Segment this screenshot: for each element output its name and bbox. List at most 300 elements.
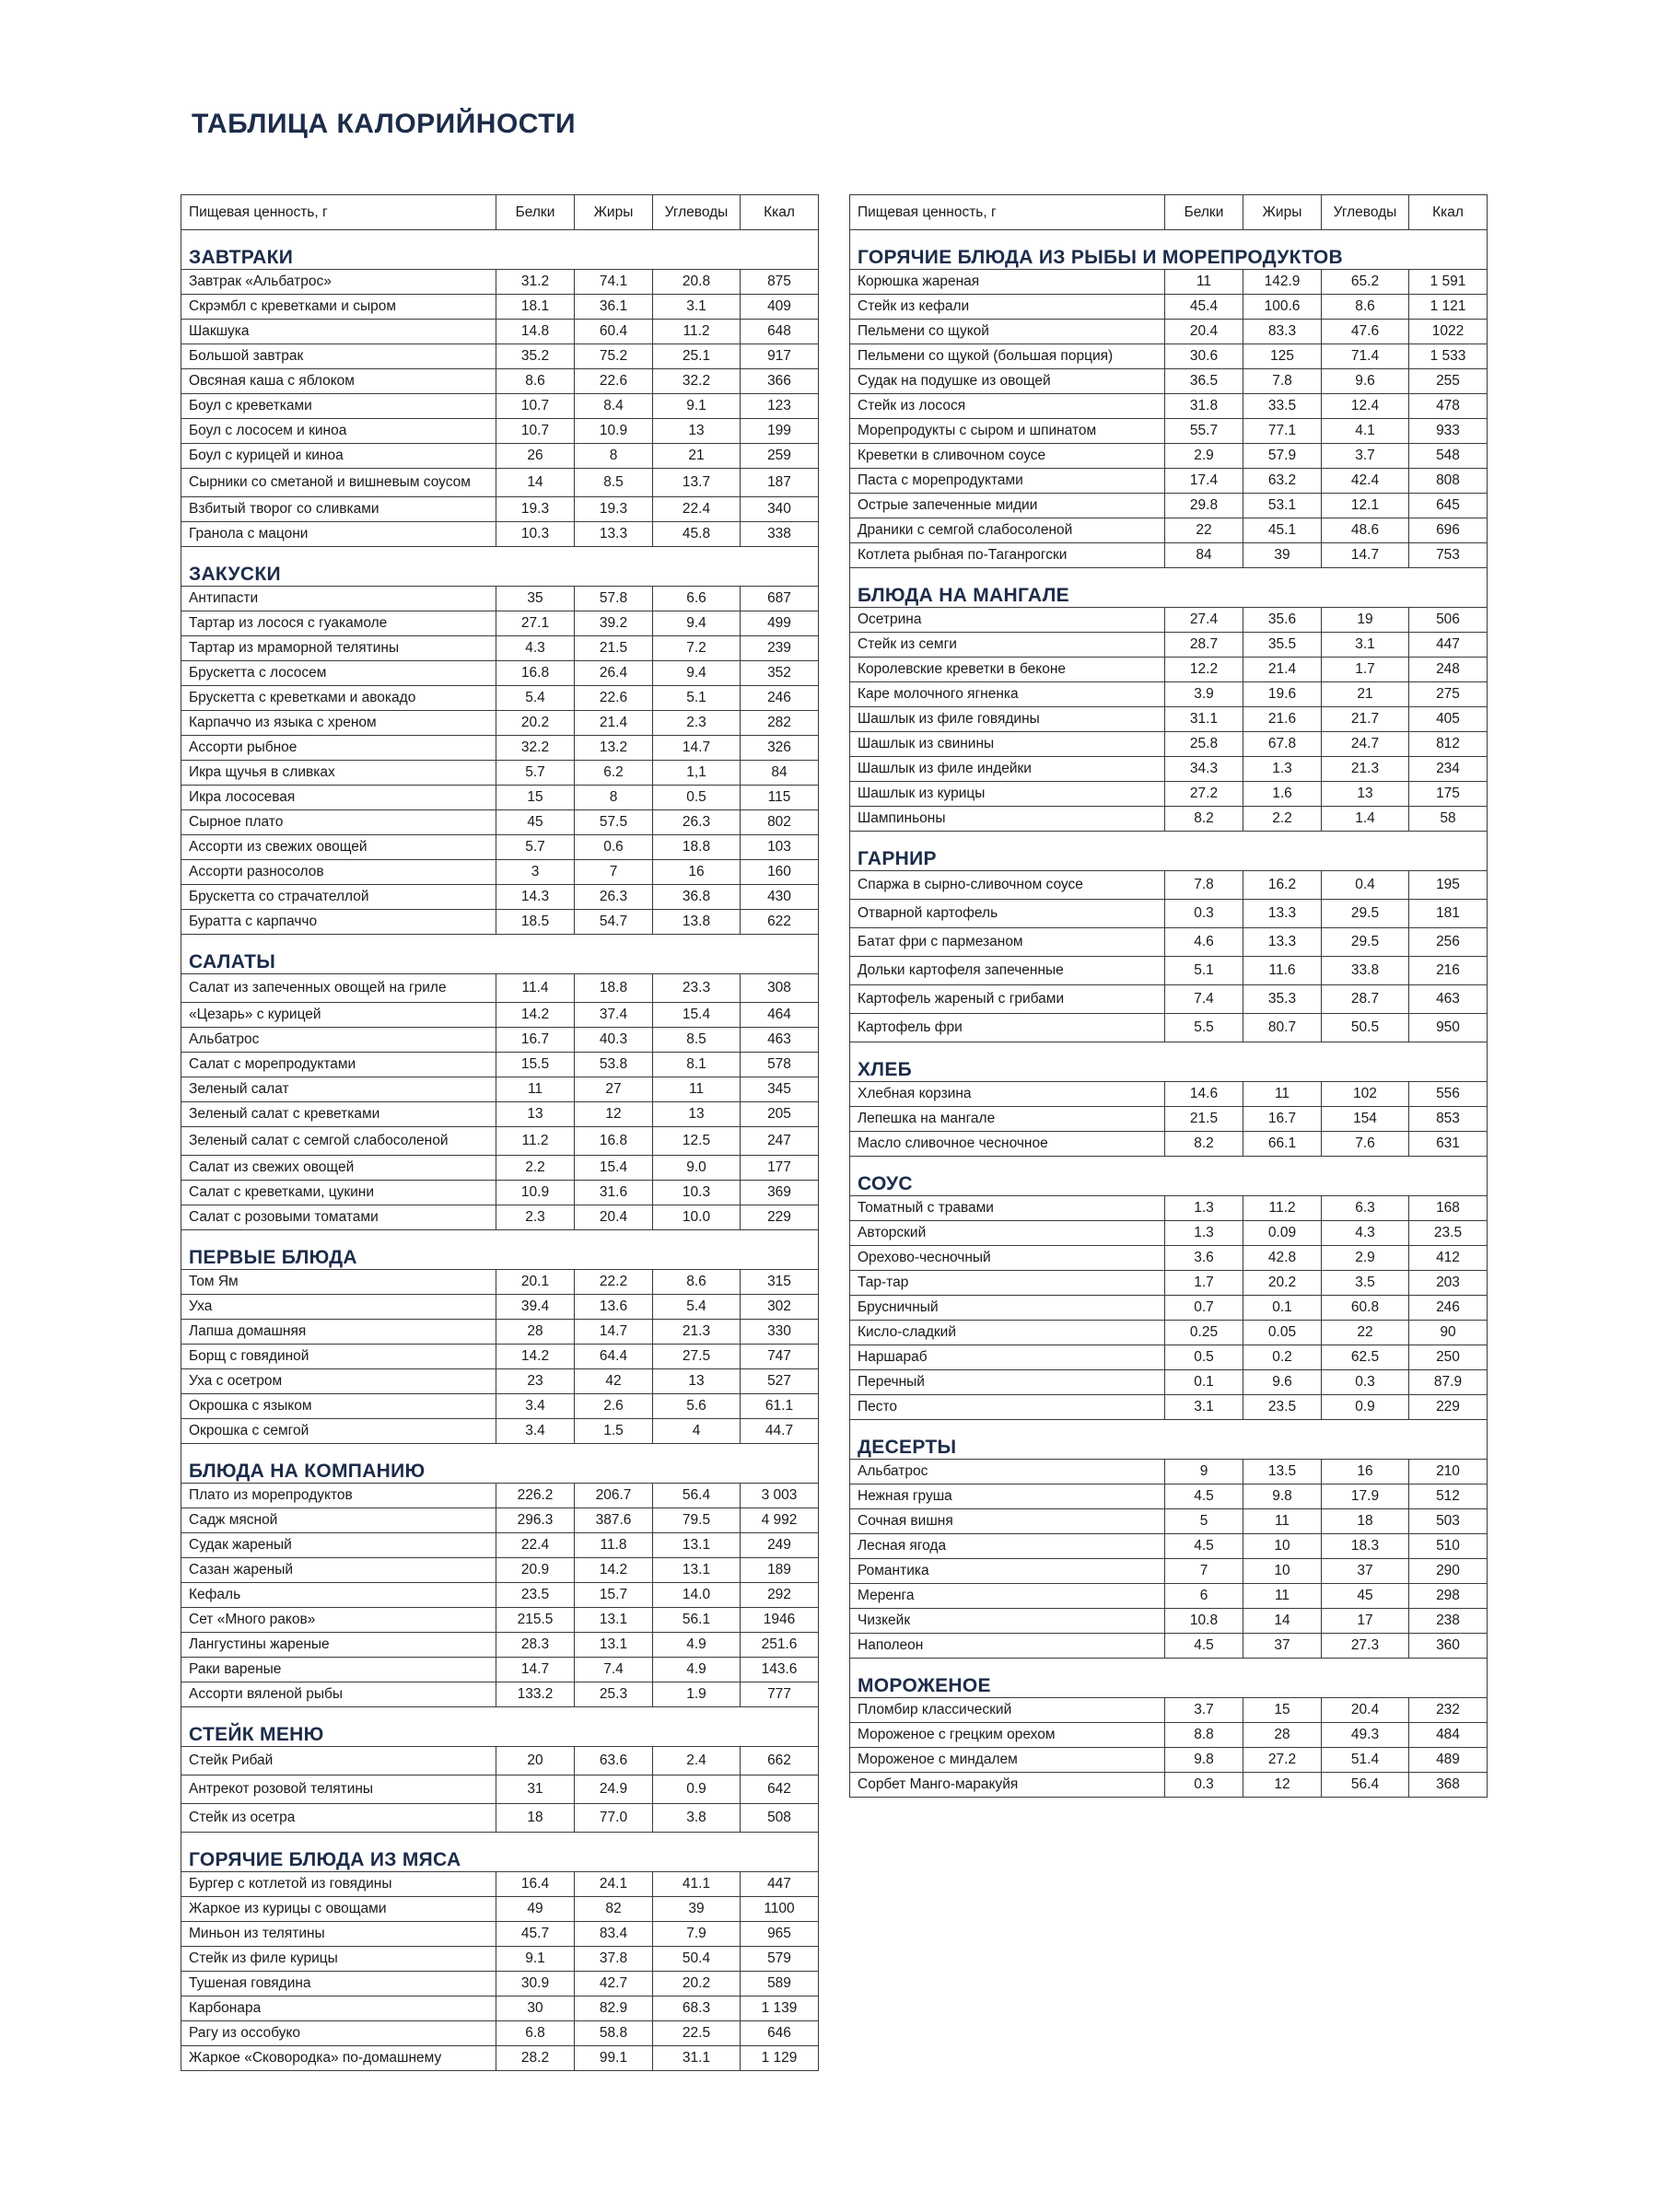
dish-name: Каре молочного ягненка (850, 682, 1165, 707)
kcal-value: 189 (741, 1558, 819, 1583)
table-row (850, 1271, 1488, 1296)
fat-value: 9.8 (1243, 1484, 1322, 1509)
protein-value: 22 (1165, 518, 1243, 543)
kcal-value: 808 (1409, 469, 1488, 494)
protein-value: 31.2 (496, 270, 575, 295)
kcal-value: 315 (741, 1270, 819, 1295)
protein-value: 15 (496, 786, 575, 810)
dish-name: Антипасти (181, 587, 496, 611)
table-row (181, 1508, 819, 1533)
kcal-value: 44.7 (741, 1419, 819, 1444)
table-row (850, 444, 1488, 469)
dish-name: Взбитый творог со сливками (181, 497, 496, 522)
protein-value: 28.2 (496, 2046, 575, 2071)
protein-value: 32.2 (496, 736, 575, 761)
fat-value: 6.2 (575, 761, 653, 786)
fat-value: 13.1 (575, 1608, 653, 1633)
table-row (181, 1897, 819, 1922)
carbs-value: 13.1 (653, 1558, 741, 1583)
protein-value: 84 (1165, 543, 1243, 568)
table-row (181, 711, 819, 736)
dish-name: Брускетта с лососем (181, 661, 496, 686)
table-row (850, 871, 1488, 900)
table-row (181, 344, 819, 369)
dish-name: Шампиньоны (850, 807, 1165, 832)
section-title: ХЛЕБ (850, 1042, 1488, 1082)
protein-value: 3.7 (1165, 1698, 1243, 1723)
dish-name: Икра лососевая (181, 786, 496, 810)
header-protein: Белки (496, 195, 575, 230)
fat-value: 26.4 (575, 661, 653, 686)
carbs-value: 22 (1322, 1321, 1409, 1345)
dish-name: Ассорти вяленой рыбы (181, 1682, 496, 1707)
table-row (850, 1698, 1488, 1723)
kcal-value: 23.5 (1409, 1221, 1488, 1246)
table-row (181, 786, 819, 810)
kcal-value: 503 (1409, 1509, 1488, 1534)
protein-value: 3.4 (496, 1419, 575, 1444)
table-row (181, 394, 819, 419)
protein-value: 29.8 (1165, 494, 1243, 518)
protein-value: 5.4 (496, 686, 575, 711)
carbs-value: 7.6 (1322, 1132, 1409, 1157)
dish-name: Ассорти рыбное (181, 736, 496, 761)
kcal-value: 123 (741, 394, 819, 419)
table-row (850, 320, 1488, 344)
fat-value: 8.5 (575, 469, 653, 497)
fat-value: 21.6 (1243, 707, 1322, 732)
section-title: ГОРЯЧИЕ БЛЮДА ИЗ МЯСА (181, 1833, 819, 1872)
table-row (181, 1053, 819, 1077)
carbs-value: 17 (1322, 1609, 1409, 1634)
dish-name: Брусничный (850, 1296, 1165, 1321)
kcal-value: 1100 (741, 1897, 819, 1922)
fat-value: 8 (575, 444, 653, 469)
section-header (181, 1833, 819, 1872)
table-row (181, 810, 819, 835)
table-row (181, 1633, 819, 1658)
dish-name: Миньон из телятины (181, 1922, 496, 1947)
header-name: Пищевая ценность, г (850, 195, 1165, 230)
kcal-value: 646 (741, 2021, 819, 2046)
carbs-value: 3.5 (1322, 1271, 1409, 1296)
table-row (181, 1295, 819, 1320)
kcal-value: 777 (741, 1682, 819, 1707)
dish-name: Сазан жареный (181, 1558, 496, 1583)
fat-value: 10 (1243, 1534, 1322, 1559)
kcal-value: 430 (741, 885, 819, 910)
carbs-value: 50.5 (1322, 1014, 1409, 1042)
protein-value: 45.7 (496, 1922, 575, 1947)
fat-value: 28 (1243, 1723, 1322, 1748)
table-row (181, 1947, 819, 1972)
fat-value: 12 (1243, 1773, 1322, 1798)
table-row (850, 1246, 1488, 1271)
table-header (850, 195, 1488, 230)
nutrition-table (181, 194, 819, 2071)
carbs-value: 13 (1322, 782, 1409, 807)
fat-value: 20.2 (1243, 1271, 1322, 1296)
dish-name: Карбонара (181, 1997, 496, 2021)
table-row (850, 757, 1488, 782)
fat-value: 26.3 (575, 885, 653, 910)
fat-value: 35.5 (1243, 633, 1322, 658)
table-row (181, 1369, 819, 1394)
dish-name: Авторский (850, 1221, 1165, 1246)
table-row (181, 860, 819, 885)
table-row (850, 1723, 1488, 1748)
protein-value: 3.1 (1165, 1395, 1243, 1420)
dish-name: Наполеон (850, 1634, 1165, 1659)
table-row (850, 707, 1488, 732)
kcal-value: 965 (741, 1922, 819, 1947)
kcal-value: 548 (1409, 444, 1488, 469)
protein-value: 5.1 (1165, 957, 1243, 985)
dish-name: Альбатрос (850, 1460, 1165, 1484)
dish-name: Тушеная говядина (181, 1972, 496, 1997)
carbs-value: 18.8 (653, 835, 741, 860)
table-row (181, 1608, 819, 1633)
kcal-value: 696 (1409, 518, 1488, 543)
carbs-value: 6.6 (653, 587, 741, 611)
protein-value: 9 (1165, 1460, 1243, 1484)
table-row (181, 736, 819, 761)
table-row (181, 270, 819, 295)
protein-value: 0.3 (1165, 1773, 1243, 1798)
dish-name: Лангустины жареные (181, 1633, 496, 1658)
kcal-value: 366 (741, 369, 819, 394)
protein-value: 45 (496, 810, 575, 835)
kcal-value: 205 (741, 1102, 819, 1127)
fat-value: 11.6 (1243, 957, 1322, 985)
carbs-value: 102 (1322, 1082, 1409, 1107)
fat-value: 11 (1243, 1584, 1322, 1609)
dish-name: Бургер с котлетой из говядины (181, 1872, 496, 1897)
section-title: БЛЮДА НА МАНГАЛЕ (850, 568, 1488, 608)
carbs-value: 4.9 (653, 1633, 741, 1658)
kcal-value: 216 (1409, 957, 1488, 985)
table-row (181, 1419, 819, 1444)
protein-value: 5.7 (496, 761, 575, 786)
carbs-value: 20.4 (1322, 1698, 1409, 1723)
dish-name: Сорбет Манго-маракуйя (850, 1773, 1165, 1798)
fat-value: 18.8 (575, 974, 653, 1003)
fat-value: 27.2 (1243, 1748, 1322, 1773)
carbs-value: 9.1 (653, 394, 741, 419)
fat-value: 0.05 (1243, 1321, 1322, 1345)
carbs-value: 27.3 (1322, 1634, 1409, 1659)
fat-value: 33.5 (1243, 394, 1322, 419)
fat-value: 16.7 (1243, 1107, 1322, 1132)
dish-name: Сет «Много раков» (181, 1608, 496, 1633)
header-carbs: Углеводы (653, 195, 741, 230)
table-row (850, 633, 1488, 658)
kcal-value: 853 (1409, 1107, 1488, 1132)
carbs-value: 1.7 (1322, 658, 1409, 682)
dish-name: «Цезарь» с курицей (181, 1003, 496, 1028)
carbs-value: 1.9 (653, 1682, 741, 1707)
kcal-value: 447 (741, 1872, 819, 1897)
table-row (850, 1196, 1488, 1221)
carbs-value: 23.3 (653, 974, 741, 1003)
table-row (850, 985, 1488, 1014)
kcal-value: 290 (1409, 1559, 1488, 1584)
carbs-value: 0.9 (653, 1775, 741, 1804)
fat-value: 23.5 (1243, 1395, 1322, 1420)
dish-name: Острые запеченные мидии (850, 494, 1165, 518)
table-row (181, 1872, 819, 1897)
carbs-value: 6.3 (1322, 1196, 1409, 1221)
protein-value: 14.8 (496, 320, 575, 344)
carbs-value: 22.4 (653, 497, 741, 522)
protein-value: 27.4 (1165, 608, 1243, 633)
table-row (181, 1127, 819, 1156)
protein-value: 3.9 (1165, 682, 1243, 707)
dish-name: Кисло-сладкий (850, 1321, 1165, 1345)
dish-name: Стейк из осетра (181, 1804, 496, 1833)
table-row (181, 522, 819, 547)
protein-value: 20.1 (496, 1270, 575, 1295)
carbs-value: 36.8 (653, 885, 741, 910)
table-row (181, 885, 819, 910)
kcal-value: 875 (741, 270, 819, 295)
carbs-value: 3.1 (653, 295, 741, 320)
dish-name: Зеленый салат (181, 1077, 496, 1102)
table-row (850, 1321, 1488, 1345)
carbs-value: 65.2 (1322, 270, 1409, 295)
fat-value: 7 (575, 860, 653, 885)
fat-value: 82.9 (575, 1997, 653, 2021)
kcal-value: 631 (1409, 1132, 1488, 1157)
kcal-value: 1 591 (1409, 270, 1488, 295)
dish-name: Жаркое из курицы с овощами (181, 1897, 496, 1922)
dish-name: Хлебная корзина (850, 1082, 1165, 1107)
fat-value: 11 (1243, 1509, 1322, 1534)
fat-value: 27 (575, 1077, 653, 1102)
fat-value: 21.4 (1243, 658, 1322, 682)
table-row (850, 682, 1488, 707)
header-name: Пищевая ценность, г (181, 195, 496, 230)
table-row (850, 419, 1488, 444)
kcal-value: 352 (741, 661, 819, 686)
carbs-value: 56.1 (653, 1608, 741, 1633)
dish-name: Масло сливочное чесночное (850, 1132, 1165, 1157)
protein-value: 2.9 (1165, 444, 1243, 469)
kcal-value: 405 (1409, 707, 1488, 732)
dish-name: Мороженое с грецким орехом (850, 1723, 1165, 1748)
table-row (181, 1028, 819, 1053)
table-row (850, 1014, 1488, 1042)
fat-value: 63.6 (575, 1747, 653, 1775)
protein-value: 31.8 (1165, 394, 1243, 419)
protein-value: 8.2 (1165, 807, 1243, 832)
fat-value: 13.1 (575, 1633, 653, 1658)
dish-name: Салат с креветками, цукини (181, 1181, 496, 1205)
carbs-value: 5.6 (653, 1394, 741, 1419)
kcal-value: 326 (741, 736, 819, 761)
section-title: СТЕЙК МЕНЮ (181, 1707, 819, 1747)
dish-name: Нежная груша (850, 1484, 1165, 1509)
fat-value: 37.4 (575, 1003, 653, 1028)
dish-name: Овсяная каша с яблоком (181, 369, 496, 394)
dish-name: Раки вареные (181, 1658, 496, 1682)
section-title: ЗАКУСКИ (181, 547, 819, 587)
carbs-value: 28.7 (1322, 985, 1409, 1014)
carbs-value: 21 (653, 444, 741, 469)
kcal-value: 447 (1409, 633, 1488, 658)
fat-value: 10 (1243, 1559, 1322, 1584)
carbs-value: 19 (1322, 608, 1409, 633)
fat-value: 11.8 (575, 1533, 653, 1558)
protein-value: 4.3 (496, 636, 575, 661)
dish-name: Осетрина (850, 608, 1165, 633)
kcal-value: 203 (1409, 1271, 1488, 1296)
protein-value: 45.4 (1165, 295, 1243, 320)
protein-value: 0.25 (1165, 1321, 1243, 1345)
fat-value: 77.0 (575, 1804, 653, 1833)
dish-name: Судак на подушке из овощей (850, 369, 1165, 394)
dish-name: Жаркое «Сковородка» по-домашнему (181, 2046, 496, 2071)
table-row (850, 1370, 1488, 1395)
table-row (850, 732, 1488, 757)
dish-name: Томатный с травами (850, 1196, 1165, 1221)
carbs-value: 62.5 (1322, 1345, 1409, 1370)
fat-value: 40.3 (575, 1028, 653, 1053)
fat-value: 2.2 (1243, 807, 1322, 832)
protein-value: 28.3 (496, 1633, 575, 1658)
kcal-value: 338 (741, 522, 819, 547)
carbs-value: 26.3 (653, 810, 741, 835)
dish-name: Судак жареный (181, 1533, 496, 1558)
carbs-value: 9.0 (653, 1156, 741, 1181)
dish-name: Чизкейк (850, 1609, 1165, 1634)
table-row (850, 1345, 1488, 1370)
protein-value: 31.1 (1165, 707, 1243, 732)
fat-value: 25.3 (575, 1682, 653, 1707)
page-title: ТАБЛИЦА КАЛОРИЙНОСТИ (192, 109, 577, 139)
kcal-value: 210 (1409, 1460, 1488, 1484)
calorie-table-left (181, 194, 818, 2071)
protein-value: 36.5 (1165, 369, 1243, 394)
carbs-value: 9.6 (1322, 369, 1409, 394)
carbs-value: 45.8 (653, 522, 741, 547)
table-row (850, 1484, 1488, 1509)
table-row (850, 1296, 1488, 1321)
carbs-value: 31.1 (653, 2046, 741, 2071)
table-row (181, 1003, 819, 1028)
dish-name: Уха (181, 1295, 496, 1320)
section-title: ЗАВТРАКИ (181, 230, 819, 270)
table-row (181, 1320, 819, 1345)
carbs-value: 0.4 (1322, 871, 1409, 900)
dish-name: Сочная вишня (850, 1509, 1165, 1534)
carbs-value: 20.8 (653, 270, 741, 295)
fat-value: 31.6 (575, 1181, 653, 1205)
kcal-value: 642 (741, 1775, 819, 1804)
table-row (181, 1682, 819, 1707)
fat-value: 1.6 (1243, 782, 1322, 807)
dish-name: Драники с семгой слабосоленой (850, 518, 1165, 543)
kcal-value: 950 (1409, 1014, 1488, 1042)
kcal-value: 508 (741, 1804, 819, 1833)
protein-value: 5.5 (1165, 1014, 1243, 1042)
dish-name: Стейк из филе курицы (181, 1947, 496, 1972)
table-row (181, 587, 819, 611)
protein-value: 18.5 (496, 910, 575, 935)
protein-value: 20.9 (496, 1558, 575, 1583)
kcal-value: 282 (741, 711, 819, 736)
kcal-value: 622 (741, 910, 819, 935)
protein-value: 10.7 (496, 419, 575, 444)
fat-value: 1.3 (1243, 757, 1322, 782)
kcal-value: 345 (741, 1077, 819, 1102)
dish-name: Салат из запеченных овощей на гриле (181, 974, 496, 1003)
dish-name: Ассорти из свежих овощей (181, 835, 496, 860)
carbs-value: 11 (653, 1077, 741, 1102)
carbs-value: 13 (653, 1369, 741, 1394)
nutrition-table (849, 194, 1488, 1798)
carbs-value: 12.4 (1322, 394, 1409, 419)
carbs-value: 17.9 (1322, 1484, 1409, 1509)
kcal-value: 484 (1409, 1723, 1488, 1748)
dish-name: Тартар из мраморной телятины (181, 636, 496, 661)
protein-value: 10.7 (496, 394, 575, 419)
carbs-value: 24.7 (1322, 732, 1409, 757)
table-row (850, 1509, 1488, 1534)
table-row (181, 497, 819, 522)
fat-value: 82 (575, 1897, 653, 1922)
kcal-value: 4 992 (741, 1508, 819, 1533)
section-header (181, 230, 819, 270)
protein-value: 13 (496, 1102, 575, 1127)
fat-value: 11 (1243, 1082, 1322, 1107)
dish-name: Стейк Рибай (181, 1747, 496, 1775)
kcal-value: 747 (741, 1345, 819, 1369)
kcal-value: 802 (741, 810, 819, 835)
table-row (850, 369, 1488, 394)
fat-value: 21.4 (575, 711, 653, 736)
kcal-value: 368 (1409, 1773, 1488, 1798)
protein-value: 0.1 (1165, 1370, 1243, 1395)
carbs-value: 18 (1322, 1509, 1409, 1534)
dish-name: Сырники со сметаной и вишневым соусом (181, 469, 496, 497)
table-row (181, 1394, 819, 1419)
dish-name: Спаржа в сырно-сливочном соусе (850, 871, 1165, 900)
protein-value: 10.3 (496, 522, 575, 547)
dish-name: Антрекот розовой телятины (181, 1775, 496, 1804)
fat-value: 77.1 (1243, 419, 1322, 444)
kcal-value: 275 (1409, 682, 1488, 707)
kcal-value: 3 003 (741, 1484, 819, 1508)
carbs-value: 71.4 (1322, 344, 1409, 369)
dish-name: Морепродукты с сыром и шпинатом (850, 419, 1165, 444)
carbs-value: 13.7 (653, 469, 741, 497)
dish-name: Креветки в сливочном соусе (850, 444, 1165, 469)
dish-name: Песто (850, 1395, 1165, 1420)
dish-name: Икра щучья в сливках (181, 761, 496, 786)
dish-name: Шакшука (181, 320, 496, 344)
carbs-value: 33.8 (1322, 957, 1409, 985)
fat-value: 16.8 (575, 1127, 653, 1156)
kcal-value: 1 533 (1409, 344, 1488, 369)
dish-name: Плато из морепродуктов (181, 1484, 496, 1508)
table-row (850, 1584, 1488, 1609)
table-row (181, 686, 819, 711)
dish-name: Картофель фри (850, 1014, 1165, 1042)
table-row (850, 469, 1488, 494)
section-title: СОУС (850, 1157, 1488, 1196)
section-header (181, 1444, 819, 1484)
